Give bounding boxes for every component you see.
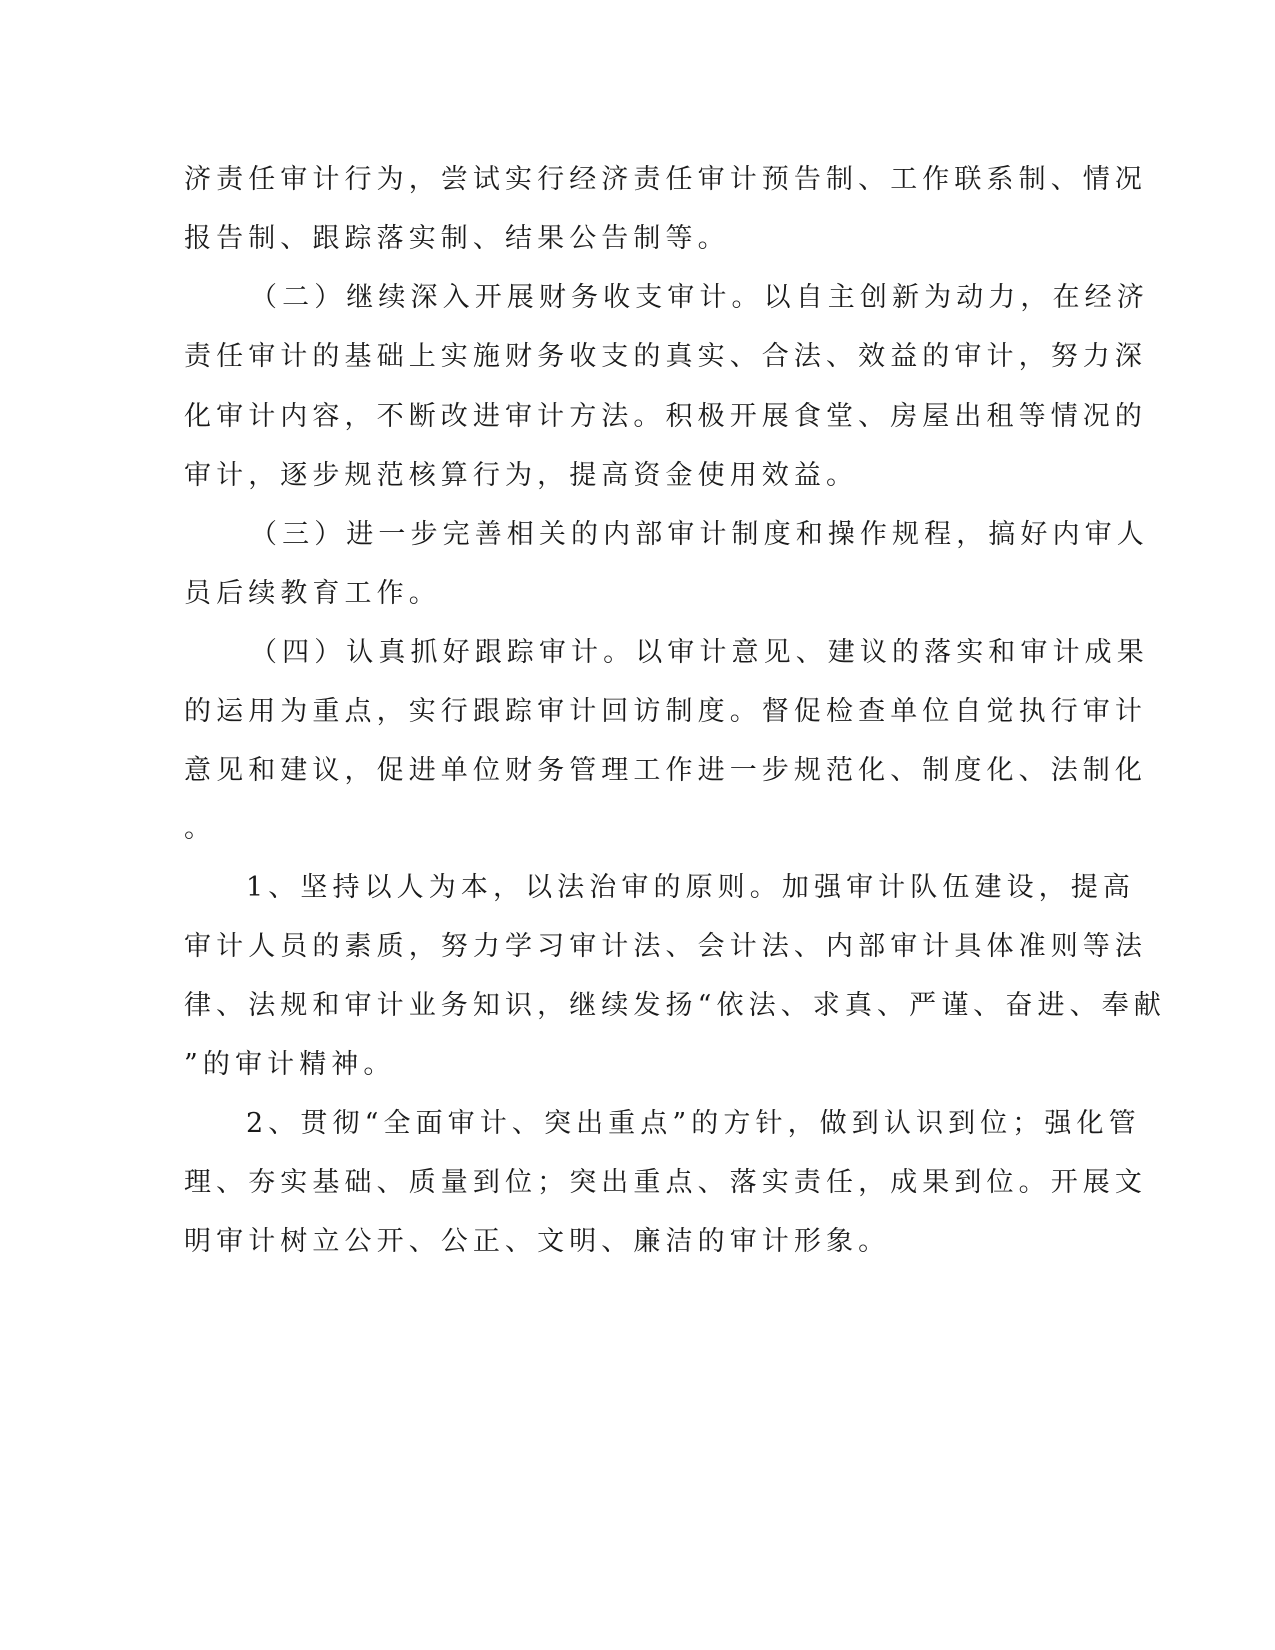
text-line: 。 [184,813,217,844]
paragraph-heading-3: （三）进一步完善相关的内部审计制度和操作规程，搞好内审人 [250,519,1149,550]
text-line: 审计人员的素质，努力学习审计法、会计法、内部审计具体准则等法 [184,931,1147,962]
paragraph-heading-4: （四）认真抓好跟踪审计。以审计意见、建议的落实和审计成果 [250,637,1149,668]
text-line: 报告制、跟踪落实制、结果公告制等。 [184,223,730,254]
text-line: ”的审计精神。 [184,1049,396,1080]
numbered-item-2: 2、贯彻“全面审计、突出重点”的方针，做到认识到位；强化管 [246,1108,1141,1139]
text-line: 责任审计的基础上实施财务收支的真实、合法、效益的审计，努力深 [184,341,1147,372]
text-line: 意见和建议，促进单位财务管理工作进一步规范化、制度化、法制化 [184,755,1147,786]
text-line: 明审计树立公开、公正、文明、廉洁的审计形象。 [184,1226,891,1257]
text-line: 济责任审计行为，尝试实行经济责任审计预告制、工作联系制、情况 [184,164,1147,195]
text-line: 审计，逐步规范核算行为，提高资金使用效益。 [184,460,859,491]
text-line: 理、夯实基础、质量到位；突出重点、落实责任，成果到位。开展文 [184,1167,1147,1198]
paragraph-heading-2: （二）继续深入开展财务收支审计。以自主创新为动力，在经济 [250,282,1149,313]
text-line: 的运用为重点，实行跟踪审计回访制度。督促检查单位自觉执行审计 [184,696,1147,727]
text-line: 化审计内容，不断改进审计方法。积极开展食堂、房屋出租等情况的 [184,401,1147,432]
numbered-item-1: 1、坚持以人为本，以法治审的原则。加强审计队伍建设，提高 [246,872,1135,903]
text-line: 员后续教育工作。 [184,578,441,609]
text-line: 律、法规和审计业务知识，继续发扬“依法、求真、严谨、奋进、奉献 [184,990,1166,1021]
